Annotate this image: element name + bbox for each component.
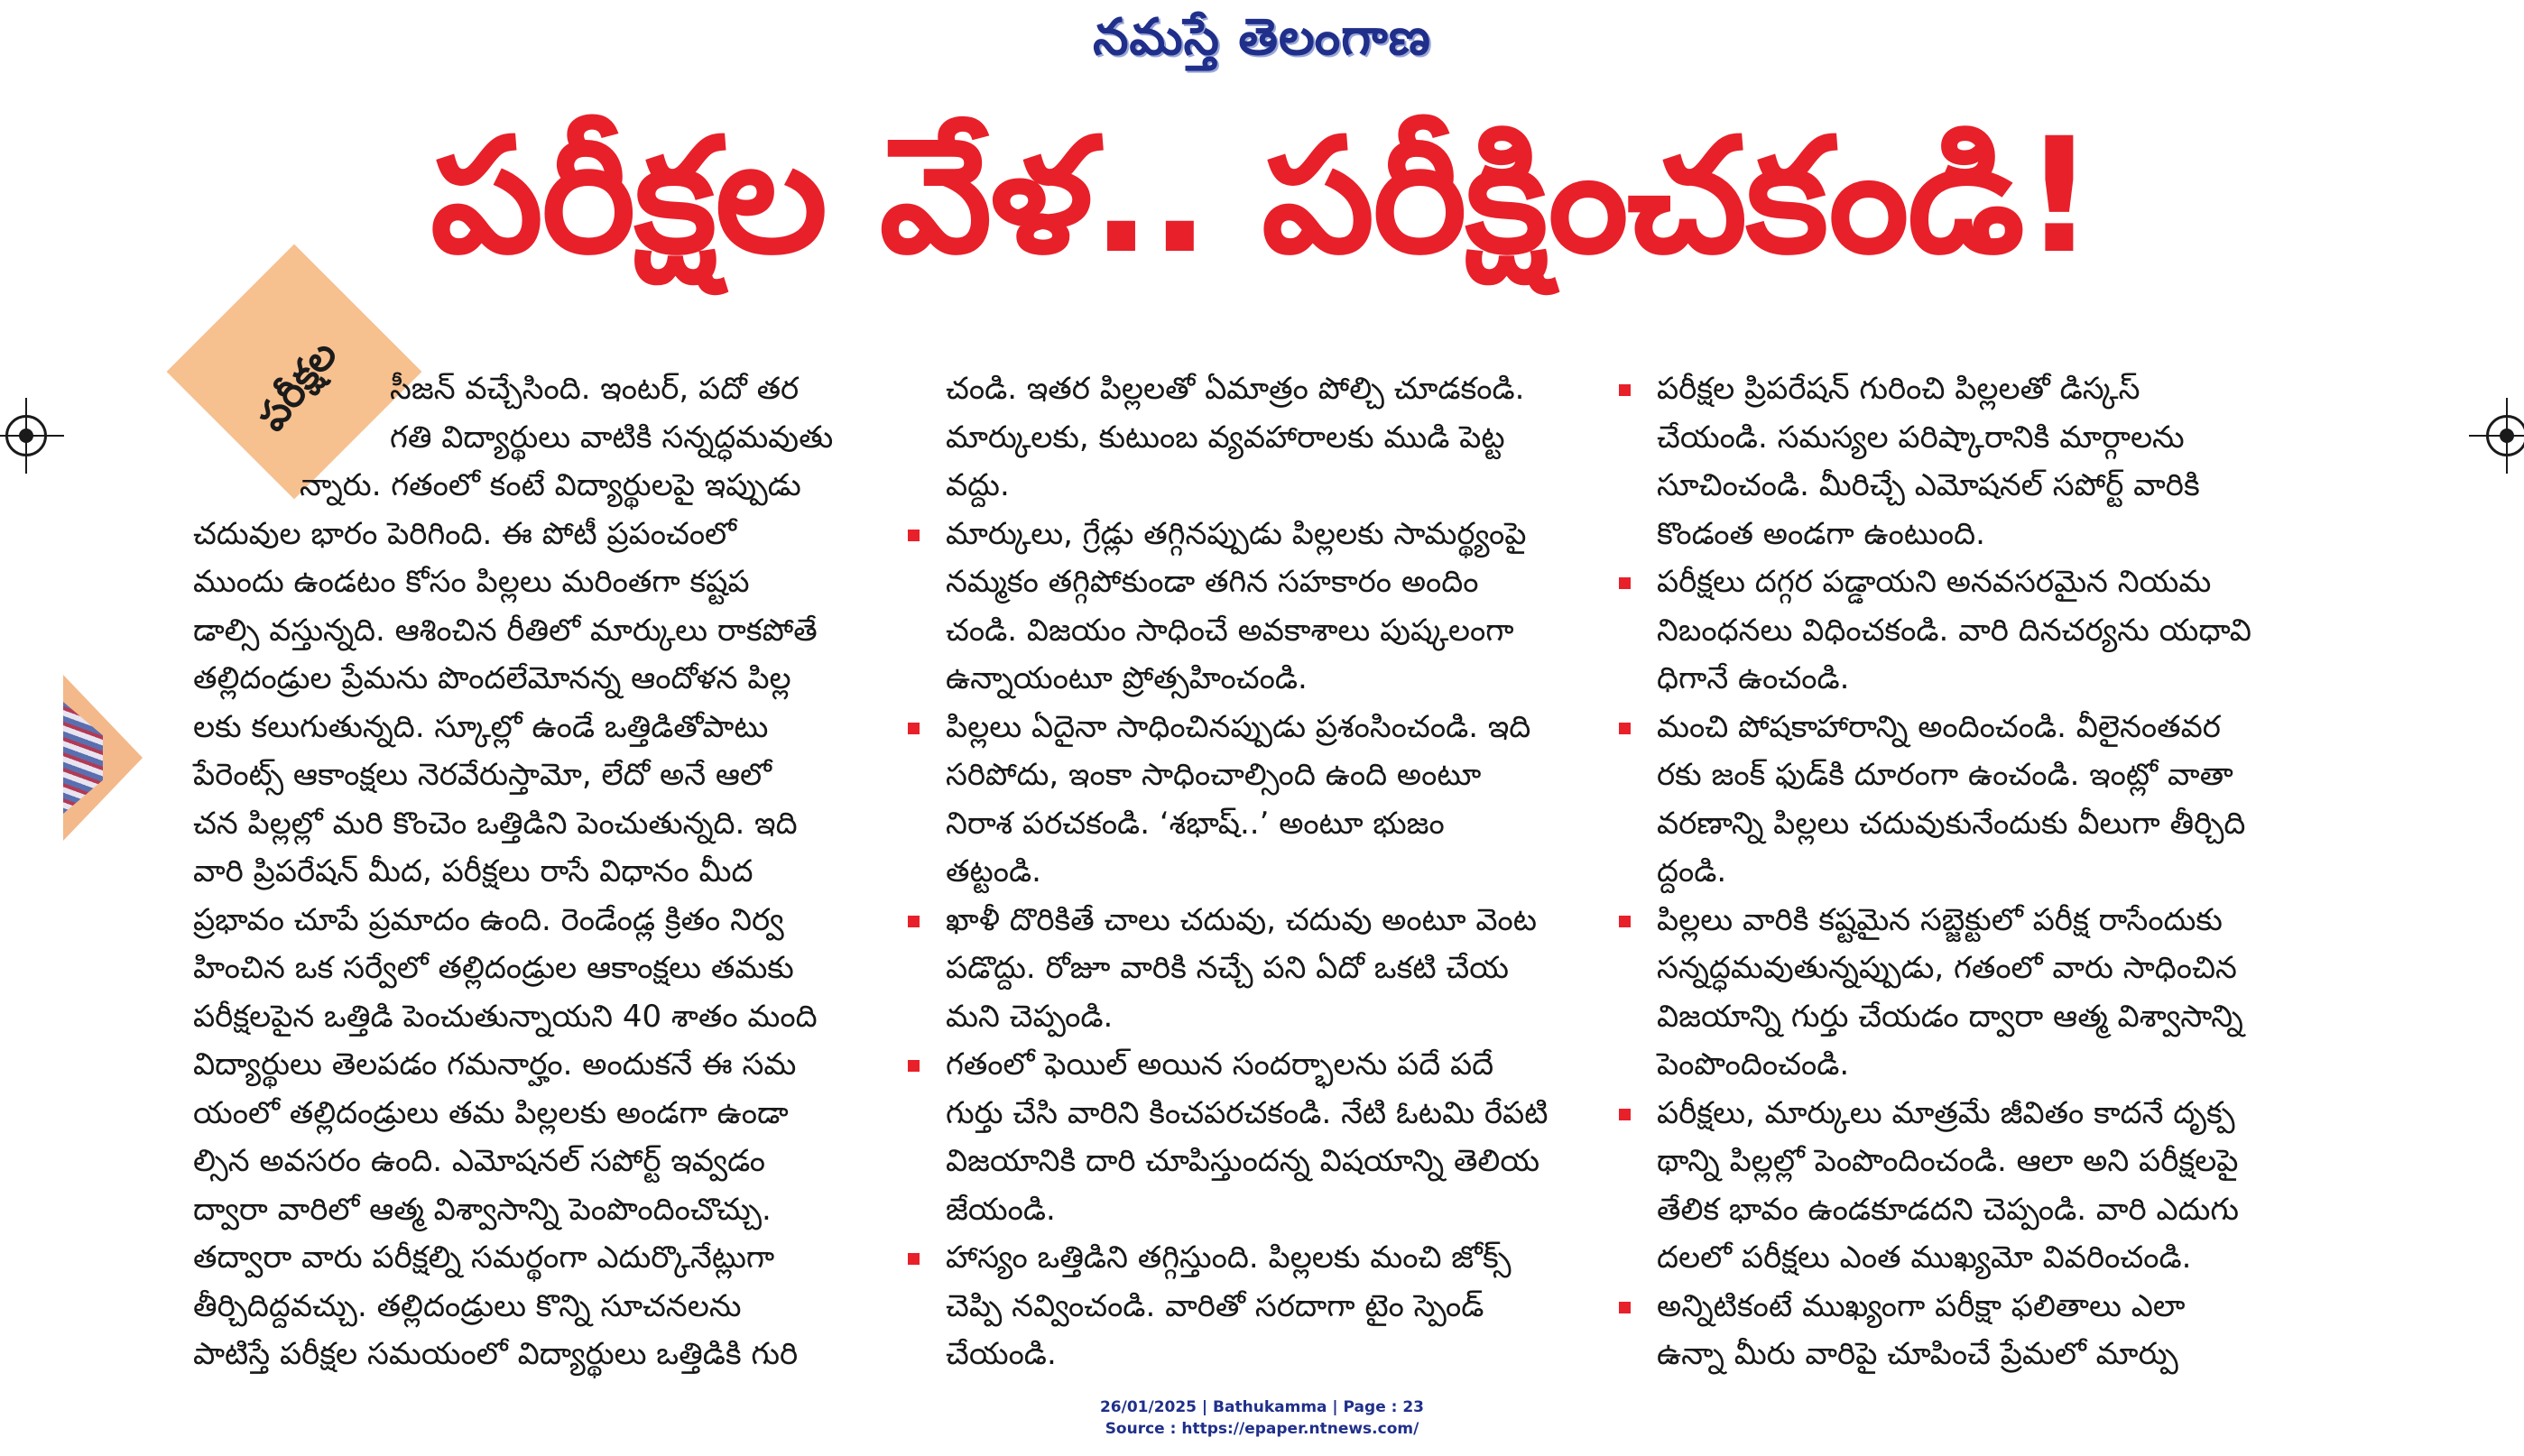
article-column-2 [910,365,1577,1379]
tip-text-line: పరీక్షలు దగ్గర పడ్డాయని అనవసరమైన నియమ [1657,564,2212,600]
article-column-1 [193,365,861,1379]
body-text-line: న్నారు. గతంలో కంటే విద్యార్థులపై ఇప్పుడు [300,467,801,503]
body-text-line: తల్లిదండ్రుల ప్రేమను పొందలేమోనన్న ఆందోళన పిల్ల [193,660,791,696]
tip-text-line: పరీక్షలు, మార్కులు మాత్రమే జీవితం కాదనే దృక్ప [1657,1094,2235,1131]
tip-text-line: విజయాన్ని గుర్తు చేయడం ద్వారా ఆత్మ విశ్వాసాన్ని [1657,998,2243,1035]
tip-list-item [1621,558,2307,704]
tip-text-line: వద్దు. [946,467,1010,503]
body-text-line: గతి విద్యార్థులు వాటికి సన్నద్ధమవుతు [390,419,834,456]
tip-list-item [910,704,1577,897]
tip-text-line: జేయండి. [946,1191,1056,1228]
square-bullet-icon [908,723,920,734]
body-text-line: చన పిల్లల్లో మరి కొంచెం ఒత్తిడిని పెంచుతున్నది. ఇది [193,805,798,842]
square-bullet-icon [1619,916,1631,927]
headline: పరీక్షల వేళ.. పరీక్షించకండి! [430,104,2094,289]
tip-text-line: మార్కులు, గ్రేడ్లు తగ్గినప్పుడు పిల్లలకు సామర్థ్యంపై [946,515,1527,552]
body-text-line: సీజన్ వచ్చేసింది. ఇంటర్, పదో తర [390,371,800,407]
tip-text-line: మని చెప్పండి. [946,998,1114,1035]
tip-text-line: మార్కులకు, కుటుంబ వ్యవహారాలకు ముడి పెట్ట [946,419,1505,456]
tip-text-line: సరిపోదు, ఇంకా సాధించాల్సింది ఉంది అంటూ [946,757,1482,793]
tip-text-line: విజయానికి దారి చూపిస్తుందన్న విషయాన్ని తెలియ [946,1143,1540,1179]
body-text-line: చదువుల భారం పెరిగింది. ఈ పోటీ ప్రపంచంలో [193,515,737,552]
tip-text-line: నమ్మకం తగ్గిపోకుండా తగిన సహకారం అందిం [946,564,1479,600]
tip-list-item [1621,1090,2307,1283]
square-bullet-icon [908,530,920,541]
body-text-line: పాటిస్తే పరీక్షల సమయంలో విద్యార్థులు ఒత్తిడికి గురి [193,1336,799,1372]
body-text-line: విద్యార్థులు తెలపడం గమనార్హం. అందుకనే ఈ సమ [193,1046,797,1083]
tip-list-item [1621,365,2307,558]
tip-text-line: చేయండి. సమస్యల పరిష్కారానికి మార్గాలను [1657,419,2185,456]
footer-source-line: Source : https://epaper.ntnews.com/ [1105,1420,1419,1438]
square-bullet-icon [1619,577,1631,589]
page-footer [0,1396,2524,1440]
body-text-line: పరీక్షలపైన ఒత్తిడి పెంచుతున్నాయని 40 శాతం మంది [193,998,818,1035]
tip-text-line: తేలిక భావం ఉండకూడదని చెప్పండి. వారి ఎదుగు [1657,1191,2240,1228]
tip-text-line: పడొద్దు. రోజూ వారికి నచ్చే పని ఏదో ఒకటి చేయ [946,950,1509,986]
body-text-line: ల్సిన అవసరం ఉంది. ఎమోషనల్ సపోర్ట్ ఇవ్వడం [193,1143,766,1179]
tip-text-line: పిల్లలు ఏదైనా సాధించినప్పుడు ప్రశంసించండి. ఇది [946,708,1531,745]
tip-text-line: హాస్యం ఒత్తిడిని తగ్గిస్తుంది. పిల్లలకు మంచి జోక్స్ [946,1239,1512,1276]
registration-mark-right-icon [2486,415,2524,456]
square-bullet-icon [908,1060,920,1072]
tip-text-line: ఖాళీ దొరికితే చాలు చదువు, చదువు అంటూ వెంట [946,901,1538,938]
tip-text-line: ధిగానే ఉంచండి. [1657,660,1850,696]
tip-text-line: చెప్పి నవ్వించండి. వారితో సరదాగా టైం స్పెండ్ [946,1287,1484,1324]
tip-text-line: అన్నిటికంటే ముఖ్యంగా పరీక్షా ఫలితాలు ఎలా [1657,1287,2186,1324]
tip-text-line: సూచించండి. మీరిచ్చే ఎమోషనల్ సపోర్ట్ వారికి [1657,467,2200,503]
registration-mark-left-icon [5,415,47,456]
tip-text-line: దలలో పరీక్షలు ఎంత ముఖ్యమో వివరించండి. [1657,1239,2192,1276]
tip-list-item [1621,704,2307,897]
tip-text-line: పెంపొందించండి. [1657,1046,1850,1083]
tip-text-line: సన్నద్ధమవుతున్నప్పుడు, గతంలో వారు సాధించిన [1657,950,2237,986]
body-text-line: ప్రభావం చూపే ప్రమాదం ఉంది. రెండేండ్ల క్రితం నిర్వ [193,901,784,938]
tip-text-line: వరణాన్ని పిల్లలు చదువుకునేందుకు వీలుగా తీర్చిది [1657,805,2246,842]
tip-text-line: చేయండి. [946,1336,1057,1372]
section-tag-label: పరీక్షల [248,331,347,440]
square-bullet-icon [908,1253,920,1265]
body-text-line: హించిన ఒక సర్వేలో తల్లిదండ్రుల ఆకాంక్షలు తమకు [193,950,794,986]
tip-text-line: పరీక్షల ప్రిపరేషన్ గురించి పిల్లలతో డిస్కస్ [1657,371,2140,407]
body-text-line: ముందు ఉండటం కోసం పిల్లలు మరింతగా కష్టప [193,564,750,600]
tip-text-line: ఉన్నా మీరు వారిపై చూపించే ప్రేమలో మార్పు [1657,1336,2178,1372]
tip-text-line: గతంలో ఫెయిల్ అయిన సందర్భాలను పదే పదే [946,1046,1494,1083]
tip-text-line: గుర్తు చేసి వారిని కించపరచకండి. నేటి ఓటమి రేపటి [946,1094,1549,1131]
tip-list-item [910,365,1577,511]
square-bullet-icon [1619,384,1631,396]
body-text-line: డాల్సి వస్తున్నది. ఆశించిన రీతిలో మార్కులు రాకపోతే [193,612,818,649]
body-text-line: లకు కలుగుతున్నది. స్కూల్లో ఉండే ఒత్తిడితోపాటు [193,708,769,745]
article-column-3 [1621,365,2307,1379]
tip-list-item [910,511,1577,704]
body-text-line: తద్వారా వారు పరీక్షల్ని సమర్థంగా ఎదుర్కొనేట్లుగా [193,1239,775,1276]
body-text-line: పేరెంట్స్ ఆకాంక్షలు నెరవేరుస్తామో, లేదో అనే ఆలో [193,757,772,793]
tip-text-line: నిబంధనలు విధించకండి. వారి దినచర్యను యధావి [1657,612,2251,649]
tip-text-line: మంచి పోషకాహారాన్ని అందించండి. వీలైనంతవర [1657,708,2221,745]
square-bullet-icon [1619,1109,1631,1120]
tip-text-line: పిల్లలు వారికి కష్టమైన సబ్జెక్టులో పరీక్ష రాసేందుకు [1657,901,2223,938]
tip-text-line: ఉన్నాయంటూ ప్రోత్సహించండి. [946,660,1308,696]
tip-text-line: తట్టండి. [946,853,1041,889]
tip-list-item [910,1234,1577,1379]
tip-list-item [910,1041,1577,1234]
tip-text-line: ద్దండి. [1657,853,1727,889]
tip-list-item [910,897,1577,1042]
square-bullet-icon [1619,723,1631,734]
tip-list-item [1621,1283,2307,1379]
body-text-line: తీర్చిదిద్దవచ్చు. తల్లిదండ్రులు కొన్ని సూచనలను [193,1287,742,1324]
tip-text-line: కొండంత అండగా ఉంటుంది. [1657,515,1985,552]
footer-date-line: 26/01/2025 | Bathukamma | Page : 23 [1099,1398,1425,1416]
tip-text-line: రకు జంక్ ఫుడ్‌కి దూరంగా ఉంచండి. ఇంట్లో వాతా [1657,757,2233,793]
tip-text-line: థాన్ని పిల్లల్లో పెంపొందించండి. ఆలా అని పరీక్షలపై [1657,1143,2239,1179]
masthead-logo: నమస్తే తెలంగాణ [1093,7,1431,67]
body-text-line: యంలో తల్లిదండ్రులు తమ పిల్లలకు అండగా ఉండా [193,1094,789,1131]
square-bullet-icon [1619,1302,1631,1313]
square-bullet-icon [908,916,920,927]
tip-text-line: చండి. విజయం సాధించే అవకాశాలు పుష్కలంగా [946,612,1514,649]
tip-text-line: నిరాశ పరచకండి. ‘శభాష్..’ అంటూ భుజం [946,805,1445,842]
tip-text-line: చండి. ఇతర పిల్లలతో ఏమాత్రం పోల్చి చూడకండి. [946,371,1525,407]
tip-list-item [1621,897,2307,1090]
body-text-line: ద్వారా వారిలో ఆత్మ విశ్వాసాన్ని పెంపొందించొచ్చు. [193,1191,772,1228]
body-text-line: వారి ప్రిపరేషన్ మీద, పరీక్షలు రాసే విధానం మీద [193,853,754,889]
